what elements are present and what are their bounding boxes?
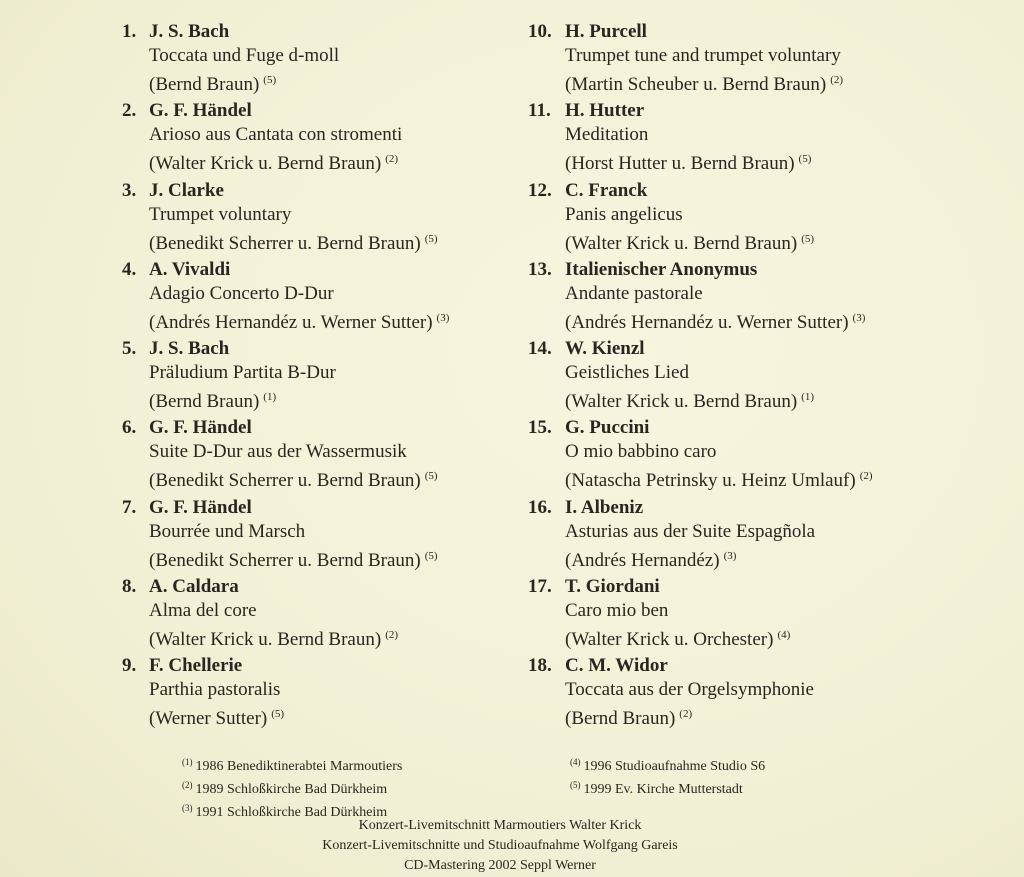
track-composer: I. Albeniz — [565, 496, 644, 518]
track-performers: (Andrés Hernandéz u. Werner Sutter) $^{(3)}$ — [149, 311, 450, 333]
track-title: Andante pastorale — [565, 282, 703, 304]
recording-notes-right — [570, 753, 765, 799]
footnote-ref: (2) — [385, 153, 399, 166]
track-number: 17. — [528, 576, 552, 598]
track-title: Toccata aus der Orgelsymphonie — [565, 679, 814, 701]
credit-line: Konzert-Livemitschnitte und Studioaufnahme Wolfgang Gareis — [322, 838, 678, 853]
track-number: 2. — [122, 100, 137, 122]
track-number: 14. — [528, 338, 552, 360]
track-performers: (Werner Sutter) $^{(5)}$ — [149, 708, 285, 730]
tracklist-right — [528, 20, 1008, 734]
footnote-ref: (4) — [777, 629, 791, 642]
track-performers: (Andrés Hernandéz) $^{(3)}$ — [565, 549, 737, 571]
track-number: 16. — [528, 496, 552, 518]
track-performers: (Walter Krick u. Bernd Braun) $^{(5)}$ — [565, 232, 815, 254]
track-item — [122, 496, 522, 575]
track-performers: (Benedikt Scherrer u. Bernd Braun) $^{(5)}$ — [149, 232, 438, 254]
footnote-ref: (5) — [801, 232, 815, 245]
track-number: 12. — [528, 179, 552, 201]
footnote-item: $^{(4)}$ 1996 Studioaufnahme Studio S6 — [570, 757, 766, 774]
track-performers: (Benedikt Scherrer u. Bernd Braun) $^{(5)}$ — [149, 470, 438, 492]
footnote-ref: (2) — [859, 470, 873, 483]
footnote-item: $^{(5)}$ 1999 Ev. Kirche Mutterstadt — [570, 780, 743, 797]
track-number: 4. — [122, 258, 137, 280]
track-performers: (Bernd Braun) $^{(5)}$ — [149, 74, 277, 95]
footnote-ref: (1) — [801, 391, 815, 404]
track-title: Panis angelicus — [565, 203, 683, 225]
track-item — [122, 654, 522, 733]
track-performers: (Walter Krick u. Bernd Braun) $^{(2)}$ — [149, 153, 399, 175]
track-performers: (Martin Scheuber u. Bernd Braun) $^{(2)}$ — [565, 74, 844, 95]
footnote-ref: (5) — [424, 232, 438, 245]
footnote-item: $^{(2)}$ 1989 Schloßkirche Bad Dürkheim — [182, 780, 388, 797]
tracklist-left — [122, 20, 522, 734]
track-performers: (Natascha Petrinsky u. Heinz Umlauf) $^{(2)}$ — [565, 470, 873, 492]
footnote-ref: (3) — [723, 549, 737, 562]
track-item — [528, 179, 1008, 258]
track-number: 1. — [122, 21, 137, 42]
track-performers: (Walter Krick u. Orchester) $^{(4)}$ — [565, 629, 791, 651]
track-performers: (Walter Krick u. Bernd Braun) $^{(2)}$ — [149, 629, 399, 651]
track-title: Asturias aus der Suite Espagñola — [565, 520, 816, 542]
track-number: 10. — [528, 21, 552, 42]
footnote-ref: (3) — [852, 311, 866, 324]
track-item — [528, 416, 1008, 495]
track-composer: J. S. Bach — [149, 21, 230, 42]
track-number: 3. — [122, 179, 137, 201]
track-performers: (Walter Krick u. Bernd Braun) $^{(1)}$ — [565, 391, 815, 413]
track-title: Trumpet tune and trumpet voluntary — [565, 45, 841, 66]
track-item — [528, 20, 1008, 99]
track-item — [528, 496, 1008, 575]
track-title: Alma del core — [149, 600, 257, 622]
track-performers: (Horst Hutter u. Bernd Braun) $^{(5)}$ — [565, 153, 812, 175]
track-composer: G. Puccini — [565, 417, 650, 439]
track-composer: W. Kienzl — [565, 338, 645, 360]
track-composer: J. Clarke — [149, 179, 224, 201]
track-performers: (Benedikt Scherrer u. Bernd Braun) $^{(5)}$ — [149, 549, 438, 571]
footnote-item: $^{(1)}$ 1986 Benediktinerabtei Marmoutiers — [182, 757, 403, 774]
track-title: Suite D-Dur aus der Wassermusik — [149, 441, 407, 463]
production-credits — [0, 816, 1000, 876]
track-number: 13. — [528, 258, 552, 280]
track-number: 11. — [528, 100, 551, 122]
footnote-ref: (3) — [436, 311, 450, 324]
track-title: Toccata und Fuge d-moll — [149, 45, 340, 66]
track-title: Bourrée und Marsch — [149, 520, 306, 542]
track-composer: G. F. Händel — [149, 417, 252, 439]
footnote-ref: (5) — [271, 708, 285, 721]
track-item — [528, 575, 1008, 654]
footnote-ref: (5) — [263, 74, 277, 86]
track-performers: (Bernd Braun) $^{(1)}$ — [149, 391, 277, 413]
track-composer: T. Giordani — [565, 576, 660, 598]
track-performers: (Bernd Braun) $^{(2)}$ — [565, 708, 693, 730]
track-composer: C. Franck — [565, 179, 648, 201]
track-title: Parthia pastoralis — [149, 679, 281, 701]
track-composer: G. F. Händel — [149, 100, 252, 122]
track-number: 7. — [122, 496, 137, 518]
track-composer: C. M. Widor — [565, 655, 668, 677]
track-item — [528, 654, 1008, 733]
track-title: O mio babbino caro — [565, 441, 717, 463]
track-composer: H. Hutter — [565, 100, 645, 122]
track-number: 8. — [122, 576, 137, 598]
track-item — [528, 258, 1008, 337]
track-item — [122, 99, 522, 178]
track-composer: F. Chellerie — [149, 655, 243, 677]
track-composer: Italienischer Anonymus — [565, 258, 758, 280]
track-number: 5. — [122, 338, 137, 360]
credit-line: CD-Mastering 2002 Seppl Werner — [404, 858, 596, 873]
track-composer: A. Vivaldi — [149, 258, 231, 280]
footnote-ref: (2) — [385, 629, 399, 642]
footnote-ref: (5) — [798, 153, 812, 166]
track-item — [122, 337, 522, 416]
track-composer: H. Purcell — [565, 21, 647, 42]
recording-notes-left — [182, 753, 402, 822]
track-item — [528, 99, 1008, 178]
track-title: Caro mio ben — [565, 600, 669, 622]
track-title: Arioso aus Cantata con stromenti — [149, 124, 403, 146]
credit-line: Konzert-Livemitschnitt Marmoutiers Walter Krick — [358, 818, 642, 833]
track-composer: G. F. Händel — [149, 496, 252, 518]
track-title: Präludium Partita B-Dur — [149, 362, 336, 384]
track-item — [528, 337, 1008, 416]
footnote-ref: (5) — [424, 549, 438, 562]
track-title: Meditation — [565, 124, 649, 146]
footnote-ref: (1) — [263, 391, 277, 404]
track-number: 18. — [528, 655, 552, 677]
track-item — [122, 20, 522, 99]
footnote-ref: (2) — [830, 74, 844, 86]
track-number: 6. — [122, 417, 137, 439]
track-item — [122, 575, 522, 654]
track-title: Trumpet voluntary — [149, 203, 292, 225]
track-title: Geistliches Lied — [565, 362, 689, 384]
footnote-item: $^{(3)}$ 1991 Schloßkirche Bad Dürkheim — [182, 803, 388, 820]
track-item — [122, 416, 522, 495]
track-performers: (Andrés Hernandéz u. Werner Sutter) $^{(3)}$ — [565, 311, 866, 333]
track-composer: A. Caldara — [149, 576, 239, 598]
footnote-ref: (5) — [424, 470, 438, 483]
track-item — [122, 179, 522, 258]
track-item — [122, 258, 522, 337]
track-number: 15. — [528, 417, 552, 439]
track-composer: J. S. Bach — [149, 338, 230, 360]
track-number: 9. — [122, 655, 137, 677]
track-title: Adagio Concerto D-Dur — [149, 282, 334, 304]
footnote-ref: (2) — [679, 708, 693, 721]
